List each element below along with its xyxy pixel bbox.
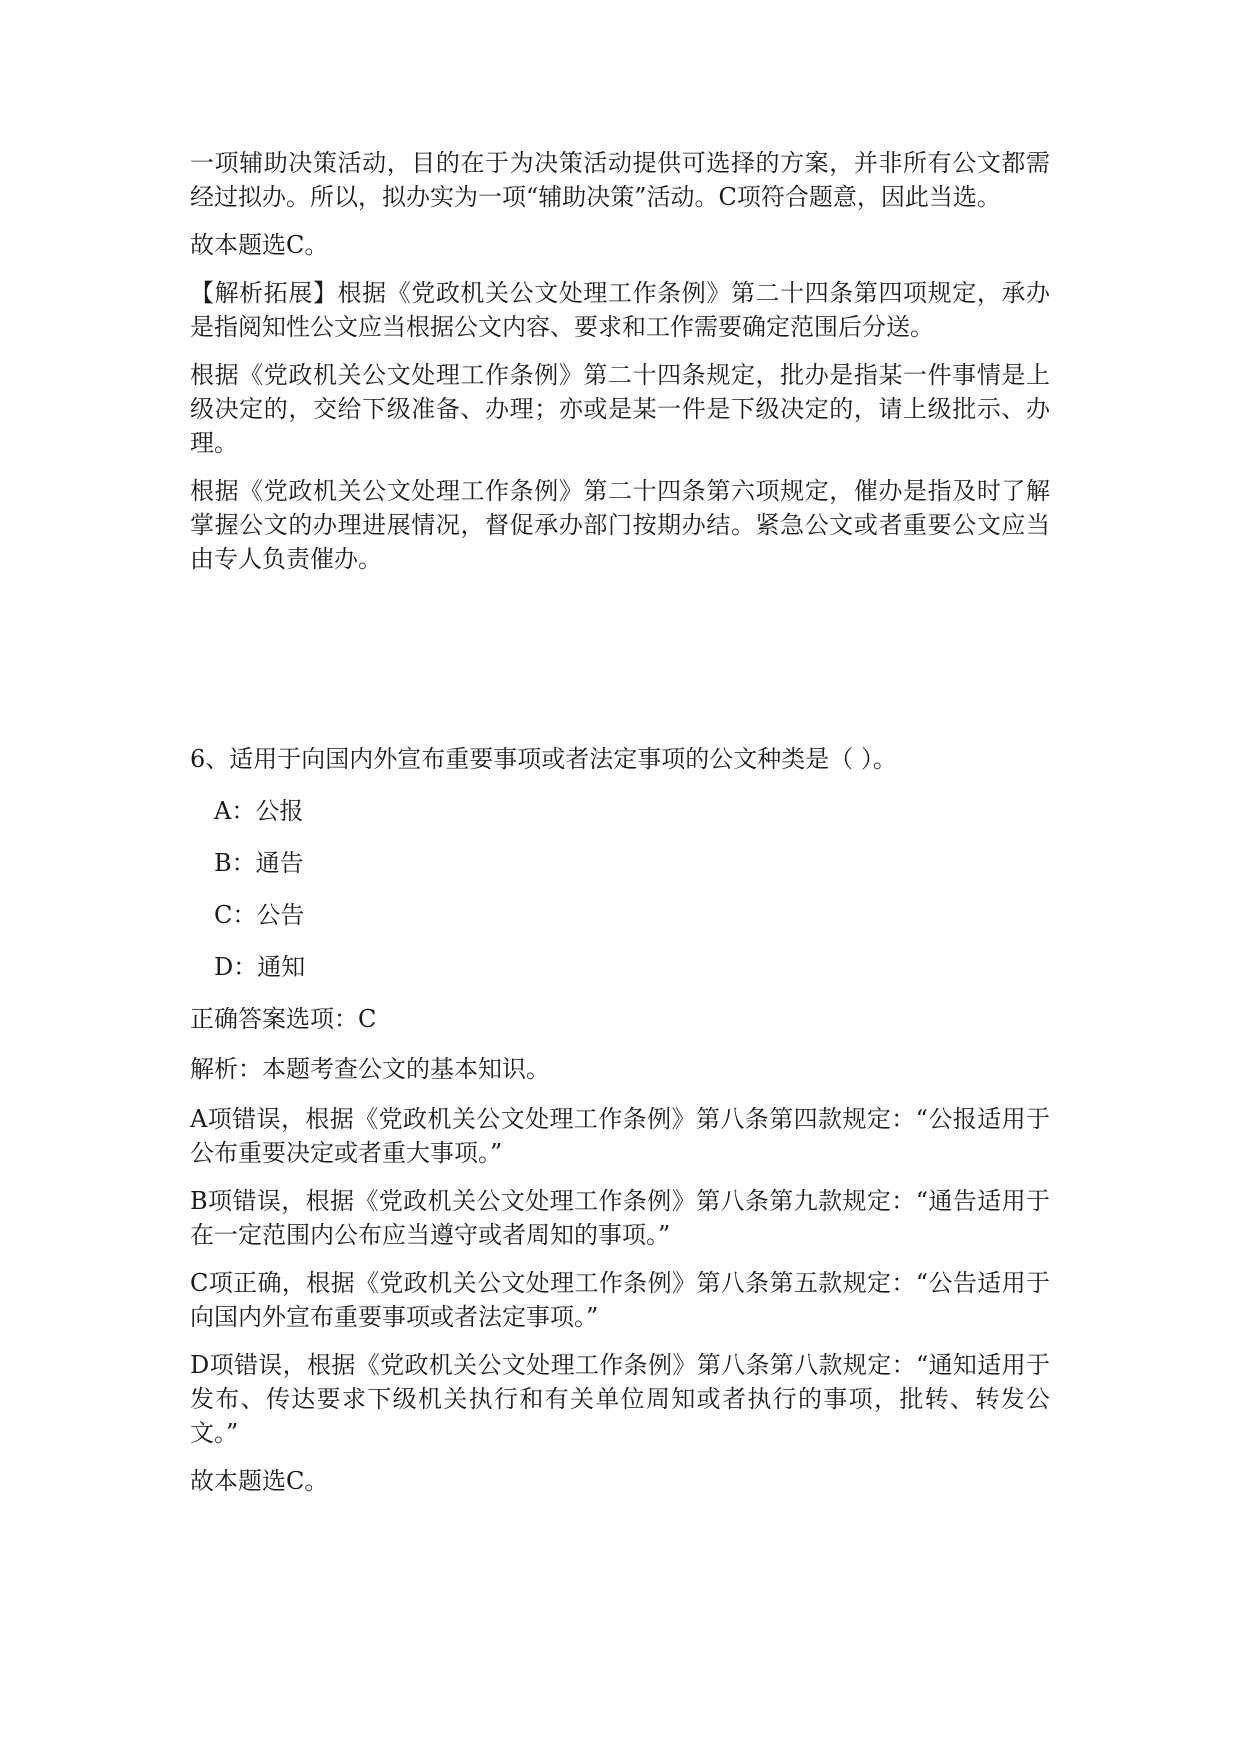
extended-analysis-paragraph-3: 根据《党政机关公文处理工作条例》第二十四条第六项规定，催办是指及时了解掌握公文的办理进展情况，督促承办部门按期办结。紧急公文或者重要公文应当由专人负责催办。 (190, 477, 1050, 573)
analysis-option-c: C项正确，根据《党政机关公文处理工作条例》第八条第五款规定：“公告适用于向国内外宣布重要事项或者法定事项。” (190, 1269, 1050, 1331)
analysis-intro: 解析：本题考查公文的基本知识。 (190, 1055, 550, 1083)
question-conclusion: 故本题选C。 (190, 1467, 329, 1495)
analysis-option-b: B项错误，根据《党政机关公文处理工作条例》第八条第九款规定：“通告适用于在一定范围内公布应当遵守或者周知的事项。” (190, 1187, 1050, 1249)
document-page (190, 146, 1050, 1512)
option-b: B：通告 (214, 849, 304, 877)
prev-conclusion: 故本题选C。 (190, 231, 329, 259)
option-c: C：公告 (214, 901, 305, 929)
question-text: 6、适用于向国内外宣布重要事项或者法定事项的公文种类是（ ）。 (190, 745, 897, 773)
option-a: A：公报 (214, 797, 304, 825)
analysis-option-a: A项错误，根据《党政机关公文处理工作条例》第八条第四款规定：“公报适用于公布重要决定或者重大事项。” (190, 1105, 1050, 1167)
correct-answer: 正确答案选项：C (190, 1005, 377, 1033)
prev-explanation-paragraph-1: 一项辅助决策活动，目的在于为决策活动提供可选择的方案，并非所有公文都需经过拟办。所以，拟办实为一项“辅助决策”活动。C项符合题意，因此当选。 (190, 149, 1050, 211)
option-d: D：通知 (214, 953, 306, 981)
section-gap (190, 590, 1050, 742)
extended-analysis-paragraph-1: 【解析拓展】根据《党政机关公文处理工作条例》第二十四条第四项规定，承办是指阅知性公文应当根据公文内容、要求和工作需要确定范围后分送。 (190, 279, 1050, 341)
extended-analysis-paragraph-2: 根据《党政机关公文处理工作条例》第二十四条规定，批办是指某一件事情是上级决定的，交给下级准备、办理；亦或是某一件是下级决定的，请上级批示、办理。 (190, 361, 1050, 457)
analysis-option-d: D项错误，根据《党政机关公文处理工作条例》第八条第八款规定：“通知适用于发布、传达要求下级机关执行和有关单位周知或者执行的事项，批转、转发公文。” (190, 1351, 1050, 1447)
